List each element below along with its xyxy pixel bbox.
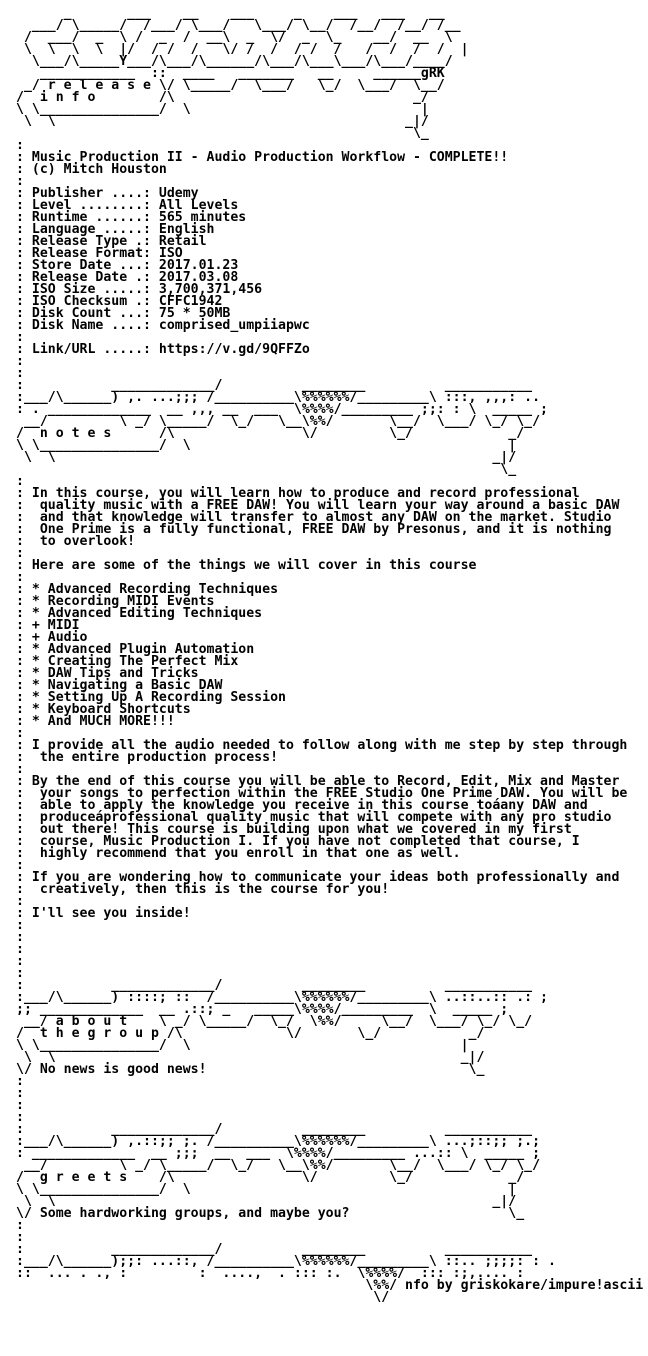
- nfo-line: :: [16, 1074, 24, 1089]
- nfo-line: : * Navigating a Basic DAW: [16, 678, 223, 693]
- nfo-line: : Store Date ...: 2017.01.23: [16, 258, 239, 273]
- nfo-line: : If you are wondering how to communicate your ideas both professionally and: [16, 870, 620, 885]
- nfo-line: : _____________ __ ;;; __ ___ \%%%%/_________ ...:: \ _____ ;: [16, 1146, 541, 1161]
- nfo-line: : course, Music Production I. If you have not completed that course, I: [16, 834, 580, 849]
- nfo-line: :: [16, 366, 24, 381]
- nfo-line: \ \_______________/ \ |: [16, 102, 429, 117]
- nfo-line: / t h e g r o u p /\ \/ \_/ _/: [16, 1026, 485, 1041]
- nfo-line: ____________ :: ____ _______ __ ______gRK: [16, 66, 445, 81]
- nfo-line: / n o t e s /\ \/ \_/ _/: [16, 426, 525, 441]
- nfo-line: : Release Format: ISO: [16, 246, 183, 261]
- nfo-line: :: [16, 354, 24, 369]
- nfo-line: : _____________/ ________ ___________: [16, 378, 533, 393]
- nfo-line: : Release Date .: 2017.03.08: [16, 270, 239, 285]
- nfo-line: : quality music with a FREE DAW! You will learn your way around a basic DAW: [16, 498, 620, 513]
- nfo-line: : * And MUCH MORE!!!: [16, 714, 175, 729]
- nfo-line: :: [16, 918, 24, 933]
- nfo-line: : Music Production II - Audio Production Workflow - COMPLETE!!: [16, 150, 509, 165]
- nfo-line: / i n f o /\ _/: [16, 90, 429, 105]
- nfo-line: :: [16, 930, 24, 945]
- nfo-line: _/ r e l e a s e \/ \_____/ \___/ \_/ \___/ \__/: [16, 78, 453, 93]
- nfo-line: \___/\_____Y___/\___/\______/\___/\___\___/\___/____/: [16, 54, 461, 69]
- nfo-line: :: [16, 174, 24, 189]
- nfo-line: : + Audio: [16, 630, 88, 645]
- nfo-line: \ \ _|/: [16, 450, 517, 465]
- nfo-line: :: [16, 1218, 24, 1233]
- nfo-line: \_: [16, 126, 429, 141]
- nfo-line: :: ... . ., : : ...., . ::: :. \%%%%/ ::: :;,.... :: [16, 1266, 525, 1281]
- nfo-line: :: [16, 330, 24, 345]
- nfo-line: : Language .....: English: [16, 222, 215, 237]
- nfo-line: : * Advanced Plugin Automation: [16, 642, 255, 657]
- nfo-line: :: [16, 1086, 24, 1101]
- nfo-line: \/ Some hardworking groups, and maybe you? \_: [16, 1206, 525, 1221]
- nfo-line: : * Advanced Editing Techniques: [16, 606, 263, 621]
- nfo-line: : * Creating The Perfect Mix: [16, 654, 239, 669]
- nfo-line: :: [16, 762, 24, 777]
- nfo-line: :: [16, 954, 24, 969]
- nfo-line: ___/ \_____/ /___/ \___/ \___/ \__/ /__/ /__/ /__: [16, 18, 461, 33]
- nfo-line: : By the end of this course you will be able to Record, Edit, Mix and Master: [16, 774, 620, 789]
- nfo-line: : _____________/ ________ ___________: [16, 1242, 533, 1257]
- nfo-line: : _____________/ ________ ___________: [16, 978, 533, 993]
- nfo-line: :: [16, 474, 24, 489]
- nfo-line: : and that knowledge will transfer to almost any DAW on the market. Studio: [16, 510, 612, 525]
- nfo-line: : * Recording MIDI Events: [16, 594, 215, 609]
- nfo-line: : I provide all the audio needed to follow along with me step by step through: [16, 738, 628, 753]
- nfo-line: : (c) Mitch Houston: [16, 162, 167, 177]
- nfo-line: : Here are some of the things we will cover in this course: [16, 558, 477, 573]
- nfo-line: \ \ _|/: [16, 114, 429, 129]
- nfo-line: :: [16, 1110, 24, 1125]
- nfo-line: : * Keyboard Shortcuts: [16, 702, 191, 717]
- nfo-line: \/: [16, 1290, 390, 1305]
- nfo-line: \ \ \ \ |/ / / / \/ / / / / / / / / / |: [16, 42, 469, 57]
- nfo-line: \ \_______________/ \ |: [16, 438, 517, 453]
- nfo-line: :___/\______) ::::; :: /__________\%%%%%%/_________\ ..::..:: .: ;: [16, 990, 548, 1005]
- nfo-line: __/ \ _/ \_____/ \_/ \__\%%/ \__/ \___/ \_/ \_/: [16, 414, 541, 429]
- nfo-line: :: [16, 858, 24, 873]
- nfo-line: : creatively, then this is the course for you!: [16, 882, 390, 897]
- nfo-line: :: [16, 894, 24, 909]
- nfo-line: :___/\______) ,.::;; ;. /__________\%%%%%%/_________\ ...;::;; ;.;: [16, 1134, 541, 1149]
- nfo-line: : Link/URL .....: https://v.gd/9QFFZo: [16, 342, 310, 357]
- nfo-line: : Disk Count ...: 75 * 50MB: [16, 306, 231, 321]
- nfo-line: : able to apply the knowledge you receive in this course toáany DAW and: [16, 798, 588, 813]
- nfo-line: : One Prime is a fully functional, FREE DAW by Presonus, and it is nothing: [16, 522, 612, 537]
- nfo-line: :: [16, 1098, 24, 1113]
- nfo-line: : I'll see you inside!: [16, 906, 191, 921]
- nfo-line: / ___/ _ \ / _ / __\ _ \/ _ \_ __/ __ \: [16, 30, 461, 45]
- nfo-line: :: [16, 570, 24, 585]
- nfo-line: : + MIDI: [16, 618, 80, 633]
- nfo-line: _ ___ __ ___ _ ___ ___ __: [16, 6, 461, 21]
- nfo-line: : Release Type .: Retail: [16, 234, 207, 249]
- nfo-line: :: [16, 138, 24, 153]
- nfo-line: :___/\______) ,. ...;;; /__________\%%%%%%/_________\ :::, ,,,: ..: [16, 390, 541, 405]
- nfo-line: :: [16, 726, 24, 741]
- nfo-line: \ \_______________/ \ |: [16, 1038, 469, 1053]
- nfo-line: : to overlook!: [16, 534, 136, 549]
- nfo-line: ;; _____________ __ .::; _ _____\%%%%/_________ \ _____ ;: [16, 1002, 509, 1017]
- nfo-line: :: [16, 1230, 24, 1245]
- nfo-line: :: [16, 942, 24, 957]
- nfo-line: :: [16, 966, 24, 981]
- nfo-line: :___/\______);;: ...::, /__________\%%%%%%/_________\ ::.. ;;;;: : .: [16, 1254, 556, 1269]
- nfo-line: \ \ _|/: [16, 1050, 485, 1065]
- nfo-line: : * DAW Tips and Tricks: [16, 666, 199, 681]
- nfo-line: / g r e e t s /\ \/ \_/ _/: [16, 1170, 525, 1185]
- nfo-line: __/ a b o u t \ _/ \_____/ \_/ \%%/ \__/ \___/ \_/ \_/: [16, 1014, 533, 1029]
- nfo-line: __/ \ _/ \_____/ \_/ \__\%%/ \__/ \___/ \_/ \_/: [16, 1158, 541, 1173]
- nfo-line: : * Setting Up A Recording Session: [16, 690, 286, 705]
- nfo-line: \%%/ nfo by griskokare/impure!ascii: [16, 1278, 644, 1293]
- nfo-line: : the entire production process!: [16, 750, 279, 765]
- nfo-line: : ISO Size .....: 3,700,371,456: [16, 282, 263, 297]
- nfo-line: : out there! This course is building upon what we covered in my first: [16, 822, 572, 837]
- nfo-line: : * Advanced Recording Techniques: [16, 582, 279, 597]
- nfo-line: : . _____________ __ ,,, __ ___ \%%%%/_________ ;;: : \ _____ ;: [16, 402, 548, 417]
- nfo-line: : ISO Checksum .: CFFC1942: [16, 294, 223, 309]
- nfo-line: : Publisher ....: Udemy: [16, 186, 199, 201]
- nfo-line: \ \ _|/: [16, 1194, 517, 1209]
- nfo-line: : _____________/ ________ ___________: [16, 1122, 533, 1137]
- nfo-line: : In this course, you will learn how to produce and record professional: [16, 486, 580, 501]
- nfo-line: : produceáprofessional quality music that will compete with any pro studio: [16, 810, 612, 825]
- nfo-line: \/ No news is good news! \_: [16, 1062, 485, 1077]
- nfo-line: \ \_______________/ \ |: [16, 1182, 517, 1197]
- nfo-line: : Disk Name ....: comprised_umpiiapwc: [16, 318, 310, 333]
- nfo-line: :: [16, 546, 24, 561]
- nfo-line: \_: [16, 462, 517, 477]
- nfo-line: : highly recommend that you enroll in that one as well.: [16, 846, 461, 861]
- nfo-line: : your songs to perfection within the FREE Studio One Prime DAW. You will be: [16, 786, 628, 801]
- nfo-line: : Runtime ......: 565 minutes: [16, 210, 247, 225]
- nfo-line: : Level ........: All Levels: [16, 198, 239, 213]
